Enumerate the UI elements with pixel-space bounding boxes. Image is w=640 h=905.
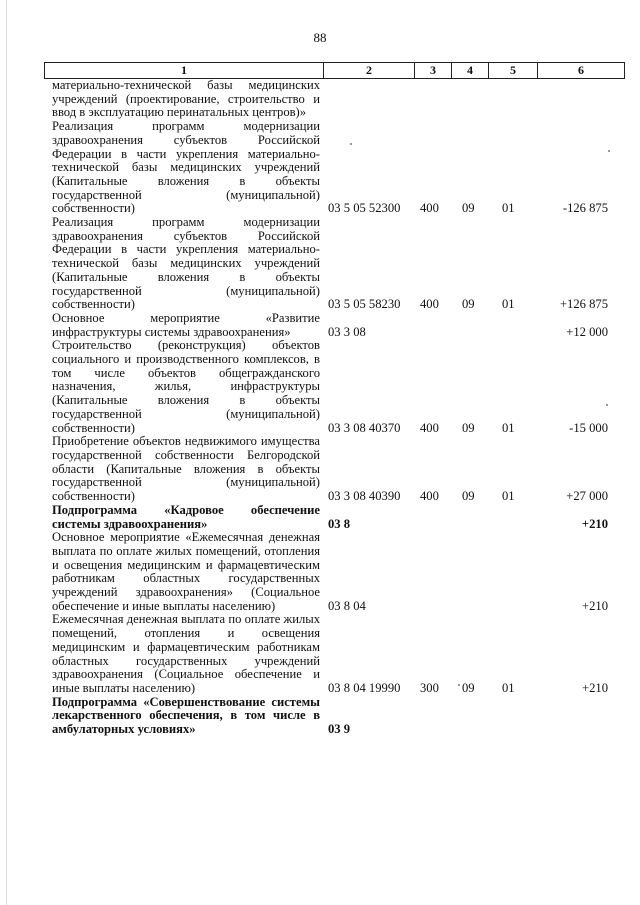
row-section: 09 [462,680,475,695]
row-expense-type: 300 [420,680,439,695]
header-col-3: 3 [415,63,452,79]
row-section: 09 [462,420,475,435]
row-description: Основное мероприятие «Ежемесячная денежная выплата по оплате жилых помещений, отопления и освещения медицинским и фармацевтическим работникам областных государственных учреждений здравоохранения» (Социальное обеспечение и иные выплаты населению) [52,530,320,613]
table-row [52,339,618,435]
row-expense-type: 400 [420,489,439,504]
row-target-code: 03 5 05 58230 [328,297,401,312]
row-target-code: 03 3 08 40370 [328,420,401,435]
row-target-code: 03 8 04 19990 [328,680,401,695]
row-expense-type: 400 [420,297,439,312]
row-amount: +12 000 [566,324,608,339]
row-description: Основное мероприятие «Развитие инфраструктуры системы здравоохранения» [52,310,320,339]
row-subsection: 01 [502,420,515,435]
column-header-row [45,63,625,79]
page-number: 88 [313,30,327,45]
row-target-code: 03 3 08 [328,324,366,339]
table-row [52,216,618,312]
table-row [52,696,618,737]
row-amount: +27 000 [566,489,608,504]
row-target-code: 03 5 05 52300 [328,201,401,216]
row-description: Подпрограмма «Совершенствование системы лекарственного обеспечения, в том числе в амбулаторных условиях» [52,694,320,737]
scan-speck [350,143,352,145]
row-amount: -15 000 [569,420,608,435]
row-target-code: 03 8 04 [328,598,366,613]
row-amount: +210 [582,598,608,613]
header-col-1: 1 [45,63,324,79]
row-subsection: 01 [502,201,515,216]
scan-speck [606,404,608,406]
row-description: Реализация программ модернизации здравоохранения субъектов Российской Федерации в части укрепления материально-технической базы медицинских учреждений (Капитальные вложения в объекты государственной (муниципальной) собственности) [52,215,320,312]
row-amount: -126 875 [562,201,608,216]
budget-rows [52,79,618,737]
row-section: 09 [462,297,475,312]
header-col-4: 4 [452,63,489,79]
row-amount: +210 [582,680,608,695]
scan-speck [458,684,460,686]
header-col-5: 5 [489,63,538,79]
row-subsection: 01 [502,680,515,695]
row-description: Реализация программ модернизации здравоохранения субъектов Российской Федерации в части укрепления материально-технической базы медицинских учреждений (Капитальные вложения в объекты государственной (муниципальной) собственности) [52,119,320,216]
table-row [52,435,618,504]
row-amount: +126 875 [559,297,608,312]
row-section: 09 [462,489,475,504]
row-target-code: 03 9 [328,722,351,737]
row-target-code: 03 8 [328,516,351,531]
row-description: Подпрограмма «Кадровое обеспечение системы здравоохранения» [52,502,320,531]
row-target-code: 03 3 08 40390 [328,489,401,504]
row-amount: +210 [581,516,608,531]
table-row [52,504,618,531]
row-description: Приобретение объектов недвижимого имущества государственной собственности Белгородской области (Капитальные вложения в объекты государственной (муниципальной) собственности) [52,434,320,504]
table-row [52,531,618,613]
table-row [52,79,618,120]
table-row [52,613,618,695]
row-description: Строительство (реконструкция) объектов социального и производственного комплексов, в том числе объектов общегражданского назначения, жилья, инфраструктуры (Капитальные вложения в объекты государственной (муниципальной) собственности) [52,338,320,435]
table-row [52,120,618,216]
row-description: Ежемесячная денежная выплата по оплате жилых помещений, отопления и освещения медицинским и фармацевтическим работникам областных государственных учреждений здравоохранения (Социальное обеспечение и иные выплаты населению) [52,612,320,695]
row-subsection: 01 [502,489,515,504]
row-section: 09 [462,201,475,216]
scan-edge [0,0,7,905]
row-subsection: 01 [502,297,515,312]
table-row [52,312,618,339]
row-description: материально-технической базы медицинских учреждений (проектирование, строительство и ввод в эксплуатацию перинатальных центров)» [52,78,320,120]
header-col-2: 2 [324,63,415,79]
scan-speck [608,150,610,152]
row-expense-type: 400 [420,201,439,216]
header-col-6: 6 [538,63,625,79]
row-expense-type: 400 [420,420,439,435]
column-header-table [44,62,625,79]
